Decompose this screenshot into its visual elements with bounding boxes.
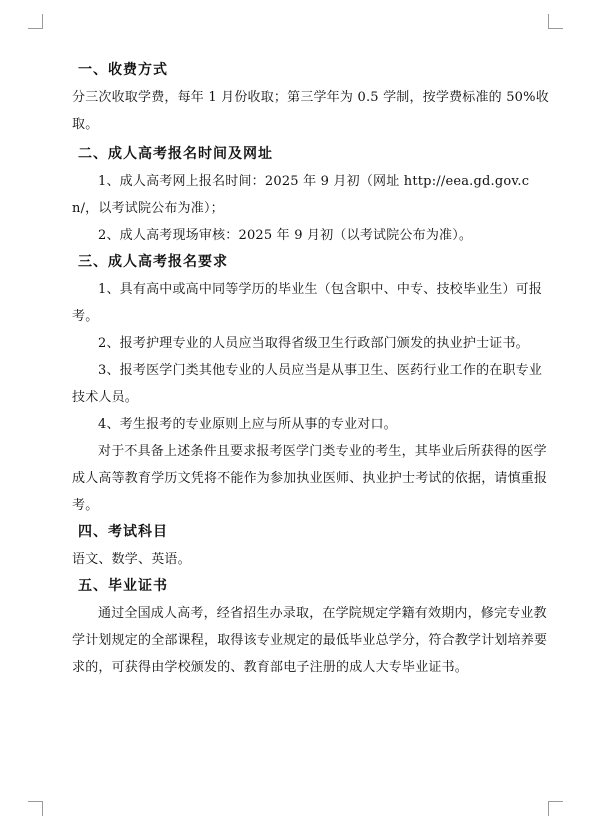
margin-corner-bottom-left (28, 801, 43, 816)
section-heading-graduation-certificate: 五、毕业证书 (78, 578, 168, 594)
paragraph: 2、报考护理专业的人员应当取得省级卫生行政部门颁发的执业护士证书。 (98, 336, 529, 351)
section-heading-fees: 一、收费方式 (78, 62, 168, 78)
paragraph: 1、具有高中或高中同等学历的毕业生（包含职中、中专、技校毕业生）可报考。 (72, 282, 543, 324)
section-heading-registration-time: 二、成人高考报名时间及网址 (78, 146, 273, 162)
margin-corner-bottom-right (548, 801, 563, 816)
paragraph: 通过全国成人高考，经省招生办录取，在学院规定学籍有效期内，修完专业教学计划规定的全部课程，取得该专业规定的最低毕业总学分，符合教学计划培养要求的，可获得由学校颁发的、教育部电子注册的成人大专毕业证书。 (72, 606, 548, 675)
document-body (72, 57, 552, 681)
paragraph: 分三次收取学费，每年 1 月份收取；第三学年为 0.5 学制，按学费标准的 50%收取。 (72, 90, 549, 132)
section-heading-exam-subjects: 四、考试科目 (78, 524, 168, 540)
paragraph: 对于不具备上述条件且要求报考医学门类专业的考生，其毕业后所获得的医学成人高等教育学历文凭将不能作为参加执业医师、执业护士考试的依据，请慎重报考。 (72, 444, 548, 513)
paragraph: 2、成人高考现场审核：2025 年 9 月初（以考试院公布为准）。 (98, 228, 473, 243)
margin-corner-top-left (28, 14, 43, 29)
paragraph: 4、考生报考的专业原则上应与所从事的专业对口。 (98, 417, 397, 432)
margin-corner-top-right (548, 14, 563, 29)
section-heading-requirements: 三、成人高考报名要求 (78, 254, 228, 270)
paragraph: 3、报考医学门类其他专业的人员应当是从事卫生、医药行业工作的在职专业技术人员。 (72, 363, 543, 405)
paragraph: 1、成人高考网上报名时间：2025 年 9 月初（网址 http://eea.gd.gov.cn/，以考试院公布为准）； (72, 174, 530, 216)
paragraph: 语文、数学、英语。 (72, 552, 191, 567)
